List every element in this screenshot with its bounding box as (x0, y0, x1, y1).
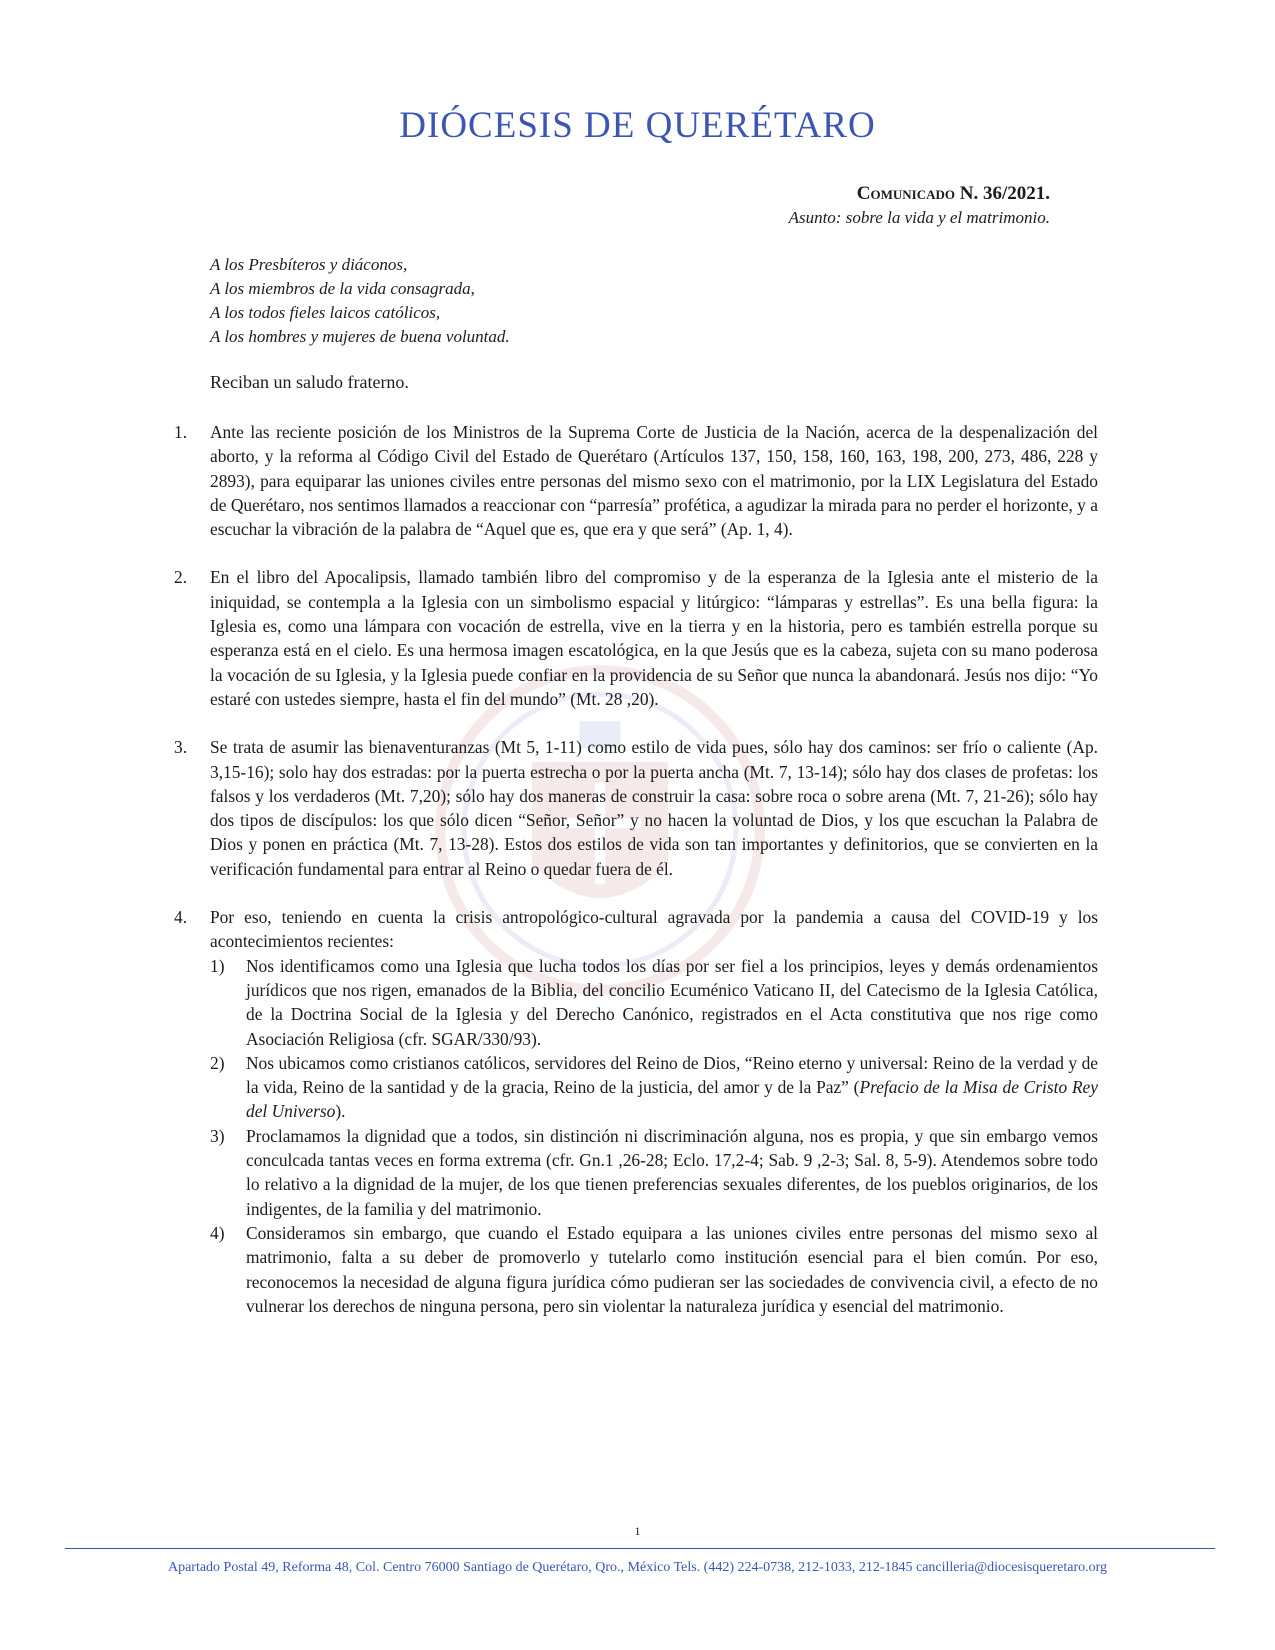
paragraph-number: 3. (174, 737, 188, 758)
addressee-line: A los todos fieles laicos católicos, (210, 303, 441, 322)
comunicado-number: Comunicado N. 36/2021. (856, 183, 1050, 204)
page-number: 1 (634, 1524, 641, 1538)
sub-item (174, 1051, 1098, 1124)
sub-item-citation: Prefacio de la Misa de Cristo Rey del Universo (246, 1077, 1098, 1122)
paragraph-text: Ante las reciente posición de los Ministros de la Suprema Corte de Justicia de la Nación, acerca de la despenalización del aborto, y la reforma al Código Civil del Estado de Querétaro (Artículos 137, 150, 158, 160, 163, 198, 200, 273, 486, 228 y 2893), para equiparar las uniones civiles entre personas del mismo sexo con el matrimonio, por la LIX Legislatura del Estado de Querétaro, nos sentimos llamados a reaccionar con “parresía” profética, a agudizar la mirada para no perder el horizonte, y a escuchar la vibración de la palabra de “Aquel que es, que era y que será” (Ap. 1, 4). (210, 422, 1098, 540)
footer-address: Apartado Postal 49, Reforma 48, Col. Centro 76000 Santiago de Querétaro, Qro., México Tels. (442) 224-0738, 212-1033, 212-1845 cancilleria@diocesisqueretaro.org (167, 1560, 1108, 1575)
sub-item-text: Nos identificamos como una Iglesia que lucha todos los días por ser fiel a los principios, leyes y demás ordenamientos jurídicos que nos rigen, emanados de la Biblia, del concilio Ecuménico Vaticano II, del Catecismo de la Iglesia Católica, de la Doctrina Social de la Iglesia y del Derecho Canónico, registrados en el Acta constitutiva que nos rige como Asociación Religiosa (cfr. SGAR/330/93). (246, 955, 1098, 1049)
sub-item (174, 954, 1098, 1051)
footer-divider (65, 1548, 1215, 1549)
sub-item-number: 2) (210, 1052, 225, 1073)
paragraph-number: 2. (174, 567, 188, 588)
paragraph-text: Por eso, teniendo en cuenta la crisis antropológico-cultural agravada por la pandemia a causa del COVID-19 y los acontecimientos recientes: (210, 907, 1098, 952)
numbered-paragraph (174, 420, 1098, 541)
addressee-line: A los miembros de la vida consagrada, (210, 279, 475, 298)
sub-item-number: 3) (210, 1125, 225, 1146)
paragraph-number: 1. (174, 422, 188, 442)
numbered-paragraph (174, 735, 1098, 881)
addressee-list (210, 253, 510, 349)
asunto-line: Asunto: sobre la vida y el matrimonio. (788, 208, 1050, 227)
addressee-line: A los hombres y mujeres de buena voluntad. (210, 327, 510, 346)
numbered-paragraph (174, 565, 1098, 711)
sub-item-number: 4) (210, 1222, 225, 1243)
addressee-line: A los Presbíteros y diáconos, (210, 255, 408, 274)
sub-item-text: Consideramos sin embargo, que cuando el Estado equipara a las uniones civiles entre personas del mismo sexo al matrimonio, falta a su deber de promoverlo y tutelarlo como institución esencial para el bien común. Por eso, reconocemos la necesidad de alguna figura jurídica cómo pudieran ser las sociedades de convivencia civil, a efecto de no vulnerar los derechos de ninguna persona, pero sin violentar la naturaleza jurídica y esencial del matrimonio. (246, 1222, 1098, 1316)
paragraph-text: En el libro del Apocalipsis, llamado también libro del compromiso y de la esperanza de la Iglesia ante el misterio de la iniquidad, se contempla a la Iglesia con un simbolismo espacial y litúrgico: “lámparas y estrellas”. Es una bella figura: la Iglesia es, como una lámpara con vocación de estrella, vive en la tierra y en la historia, pero es también estrella porque su esperanza está en el cielo. Es una hermosa imagen escatológica, en la que Jesús que es la cabeza, sujeta con su mano poderosa la vocación de su Iglesia, y la Iglesia puede confiar en la providencia de su Señor que nunca la abandonará. Jesús nos dijo: “Yo estaré con ustedes siempre, hasta el fin del mundo” (Mt. 28 ,20). (210, 567, 1098, 709)
sub-item-list (174, 954, 1098, 1318)
paragraph-number: 4. (174, 907, 188, 928)
paragraph-text: Se trata de asumir las bienaventuranzas (Mt 5, 1-11) como estilo de vida pues, sólo hay dos caminos: ser frío o caliente (Ap. 3,15-16); solo hay dos estradas: por la puerta estrecha o por la puerta ancha (Mt. 7, 13-14); sólo hay dos clases de profetas: los falsos y los verdaderos (Mt. 7,20); sólo hay dos maneras de construir la casa: sobre roca o sobre arena (Mt. 7, 21-26); sólo hay dos tipos de discípulos: los que sólo dicen “Señor, Señor” y no hacen la voluntad de Dios, y los que escuchan la Palabra de Dios y ponen en práctica (Mt. 7, 13-28). Estos dos estilos de vida son tan importantes y definitorios, que se convierten en la verificación fundamental para entrar al Reino o quedar fuera de él. (210, 737, 1098, 879)
sub-item-text: Proclamamos la dignidad que a todos, sin distinción ni discriminación alguna, nos es propia, y que sin embargo vemos conculcada tantas veces en forma extrema (cfr. Gn.1 ,26-28; Eclo. 17,2-4; Sab. 9 ,2-3; Sal. 8, 5-9). Atendemos sobre todo lo relativo a la dignidad de la mujer, de los que tienen preferencias sexuales diferentes, de los pueblos originarios, de los indigentes, de la familia y del matrimonio. (246, 1125, 1098, 1219)
comunicado-block (789, 182, 1050, 230)
document-body (174, 420, 1098, 1318)
sub-item-tail: ). (335, 1101, 346, 1122)
sub-item-number: 1) (210, 955, 225, 976)
greeting: Reciban un saludo fraterno. (210, 372, 409, 392)
numbered-paragraph (174, 905, 1098, 954)
sub-item-text: Nos ubicamos como cristianos católicos, servidores del Reino de Dios, “Reino eterno y universal: Reino de la verdad y de la vida, Reino de la santidad y de la gracia, Reino de la justicia, del amor y de la Paz” ( (246, 1052, 1098, 1098)
sub-item (174, 1221, 1098, 1318)
page-title: DIÓCESIS DE QUERÉTARO (399, 105, 876, 146)
sub-item (174, 1124, 1098, 1221)
